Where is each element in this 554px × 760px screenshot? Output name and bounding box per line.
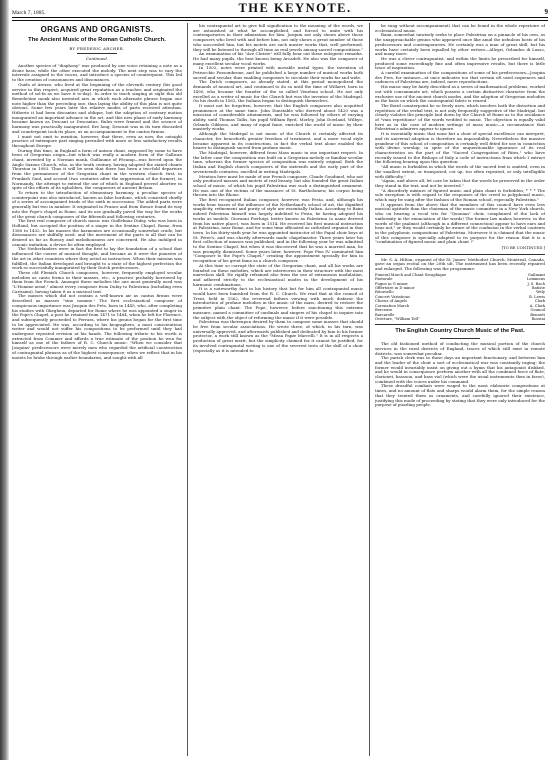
masthead [12,2,548,16]
paragraph: His music may be fairly described as a series of mathematical problems, worked out with consummate art, which possess a certain distinctive character from the exclusive use of the ancient church modes, and the adoption of Gregorian melodies as the basis on which the contrapuntal fabric is reared. [375,84,545,104]
masthead-rule-thin [12,20,548,21]
page-number: 9 [544,8,548,16]
column-rule [369,23,370,756]
programme-composer: Clark [534,299,545,304]
programme-composer: Guilmant [527,272,545,277]
article-title: The English Country Church Music of the Past. [395,328,525,335]
paragraph: It must not be forgotten, however, that the English composers also acquitted prominence at the same time. John Dunstable who derived about 1420 was a musician of considerable attainments, and he was followed by others of varying ability, until Thomas Tallis, his pupil William Byrd, Morley, John Dowland, Wilbye, Orlando Gibbons, and many of equal fame, enriched the world of music by their masterly works. [193,102,363,132]
paragraph: The old fashioned method of conducting the musical portion of the church services in the rural districts of England, traces of which still exist in remote districts, was somewhat peculiar. [375,341,545,356]
programme-composer: Bennett [530,312,545,317]
paragraph: Although the Madrigal is not music of the Church it certainly affected its character, for henceforth greater freedom of treatment, and a more vocal style became apparent in its construction, in fact the verbal text alone enabled the hearer to distinguish sacred from profane music. [193,131,363,151]
paragraph: It is essentially music that none but a choir of special excellence can interpret, and its universal adoption is therefore an impossibility. Nevertheless the massive grandeur of this school of composition is certainly well fitted for use in connection with divine worship, in spite of the unquestionable ignorance of its real characteristics on the part of the "Sacred Congregation of Rites," who have recently issued to the Bishops of Italy a code of instructions from which I extract the following bearing upon this question: [375,131,545,165]
paragraph: I must not omit to mention, however, that there, even as now, the outsight practice of extempore part singing prevailed with more or less satisfactory results throughout Europe. [12,133,182,148]
paragraph: be sung without accompaniment) that can be found in the whole repertoire of ecclesiastical music. [375,24,545,33]
paragraph: At this time so corrupt the state of the Gregorian chant, and all his works are founded on these melodies, which are interwoven in their structure with the most marvelous skill. He rigidly refrained also from the use of extraneous modulation, and adhered strictly to the ecclesiastical modes in the development of his harmonic combinations. [193,262,363,287]
programme-piece: Concert Variations [375,294,410,299]
programme-composer: Batiste [531,286,545,291]
paragraph: "A disorderly mixture of figured music and plain chant is forbidden; * * * The sole exception is with regard to the responses of the creed in polyphonal music, which may be sung after the fashion of the Roman school, especially Palestrina." [375,187,545,203]
programme-composer: Rossini [531,316,545,321]
paragraph: Another species of "diaphony" was produced by one voice retaining a note as a drone bass, while the other executed the melody. The next step was to vary the intervals assigned to the voices, and introduce a species of counterpoint. This led to the creation of consonances and dissonances. [12,63,182,83]
to-be-continued: [TO BE CONTINUED.] [501,245,545,251]
paragraph: "All music is forbidden in which the words of the sacred text is omitted, even in the smallest extent, or transposed, cut up, too often repeated, or only intelligible with difficulty." [375,164,545,179]
paragraph: The Netherlanders were in fact the first to lay the foundation of a school that influenced the course of musical thought, and became as it were the pioneers of the art in other countries where they acted as instructors. When their mission was fulfilled, the Italian developed and brought to a state of the highest perfection the work so successfully inaugurated by their Dutch predecessors. [12,246,182,271]
paragraph: These dreadful combats were waged to the most elaborate compositions at times, and no amount of flats and sharps would alarm them, for the simple reason that they treated them as ornaments, and carefully ignored their existence, justifying this mode of proceeding by stating that they were only introduced for the purpose of puzzling people. [375,383,545,408]
article-title: The Ancient Music of the Roman Catholic Church. [28,37,166,43]
article-divider [375,324,545,325]
paragraph: In 1502, notes were printed with movable metal types, the invention of Petrucchio Fossombrone, and he published a large number of musical works both sacred and secular, thus enabling composers to circulate their works far and wide. [193,65,363,80]
programme-composer: R. Lewis [529,294,545,299]
paragraph: To return to the introduction of elementary harmony, a peculiar species of counterpoint was also introduced, known as false bordone, which consisted chiefly of a series of accompanied triads of the sixth in succession. The added parts were generally but two in number. It originated in France and from thence found its way into the Pope's chapel in Rome, and its use gradually paved the way for the works of the great church composers of the fifteenth and following centuries. [12,189,182,219]
continued-label: Continued. [85,56,109,62]
programme-composer: Gounod [530,308,545,313]
programme-composer: J. S. Bach [527,281,545,286]
paragraph: Mention here must be made of one French composer, Claude Goudimel, who not only produced masses and motets of real beauty, but also founded the great Italian school of music, of which his pupil Palestrina was such a distinguished ornament. He was one of the victims of the massacre of St. Bartholomew, his corpse being thrown into the Rhone. [193,173,363,198]
section-heading: ORGANS AND ORGANISTS. [40,25,154,34]
paragraph: Palestrina was thereupon desired by them to compose some masses that should be free from secular associations. He wrote three, of which, in his turn, was universally approved, and afterwards published and dedicated by him to his former protector, a work still known as the "Missa Papæ Marcelli." It is in all respects a production of great merit, but the simplicity claimed for it cannot be justified, for its involved contrapuntal writing is one of the severest tests of the skill of a choir (especially as it is intended to [193,319,363,353]
publication-title: THE KEYNOTE. [238,1,352,15]
paragraph: The parish clerk was in those days an important functionary, and between him and the leader of the choir a sort of ecclesiastical war was constantly raging; the former would invariably insist on giving out a hymn that his antagonist disliked, and he would in consequence perform another with all the combined force of flute, clarionet, bassoon, and bass viol (which were the usual instruments then in favor), combined with the voices under his command. [375,355,545,384]
column-1 [12,24,182,756]
masthead-rule [12,17,548,18]
issue-date: March 7, 1885. [12,10,46,16]
programme-piece: Coronation March [375,303,410,308]
page-binding-edge [0,0,9,760]
title-rule [440,338,480,339]
paragraph: The masses which did not contain a well-known air as cantus firmus were described as masses "sine nomine." The first ecclesiastical composer of conspicuous importance was Jusquin des Prés, born in 1445, who, after completing his studies with Okeghem, departed for Rome where he was appointed a singer in the Pope's Chapel, a post he retained from 1471 to 1484, when he left for Florence, and subsequently proceeded to Ferrara, where his genius began for the first time to be appreciated. He was, according to his biographers, a most conscientious writer and would not suffer his compositions to be performed until they had undergone repeated revision at his hands. The following tribute to his worth is extracted from Commer and affords a true estimate of the position he won for himself as one of the fathers of R. C. Church music: "When we consider that Josquins' predecessors were merely men who regarded the artificial construction of contrapuntal phrases as of the highest consequence; when we reflect that in his motets he broke through earlier boundaries, and sought with all [12,293,182,360]
programme-composer: Wely [536,290,545,295]
programme-piece: Chorus of Angels [375,299,408,304]
programme-composer: A. Clark [529,303,545,308]
paragraph: The Dutch composers, as already stated, at this period monopolized the demands of musical art, and continued to do so until the time of Willaert, born in 1490, who became the founder of the so called Venetian school. He not only excelled as a writer of music for the Church but was the inventor of the Madrigal. On his death in 1562, the Italians began to distinguish themselves. [193,79,363,104]
paragraph: The florid counterpoint he so freely uses, which involves both the distortion and repetition of the verbal text, is not only frequently suggestive of the Madrigal, but clearly violates the principle laid down by the Church of Rome as to the avoidance of "vain repetitions" of the words wedded to music. The objection is equally valid here as in the case of modern settings of mass music—a circumstance that Palestrina's admirers appear to ignore. [375,102,545,132]
programme-piece: Barcarolle [375,312,395,317]
paragraph: The first real composer of church music was Guillelmus Dufay, who was born in Holland, but occupied the position of a singer in the Sextine Chapel, Rome, from 1380 to 1432. In his masses the harmonies are occasionally somewhat crude, but dissonances are skilfully used, and the movement of the parts is all that can be desired as far as fluency and melodiousness are concerned. He also indulged in canonic imitation, a device he often employed. [12,218,182,247]
column-rule [187,23,188,756]
paragraph: his contrapuntal art to give full signification to the meaning of the words, we are astonished at what he accomplished, and forced to unite with his contemporaries in their admiration for him. Josquin not only shows above those composers who lived with and before him, not only shows a great number of those who succeeded him, but his motets are such master works that, well performed, they will be listened to through all time as real jewels among sacred compositions." [193,24,363,52]
paragraph: He was a clever contrapuntist, and within the limits he prescribed for himself, produced some exceedingly fine and often impressive results, but there is little trace of inspiration. [375,55,545,71]
recital-programme [375,273,545,321]
programme-piece: Berceuse [375,308,393,313]
paragraph: The Madrigal, however, differed from Mass music in one important respect. In the latter case the composition was built on a Gregorian melody or familiar secular tune, whereas the former species of composition was entirely original. Both the Italian and English church composers of the sixteenth and the early part of the seventeenth centuries, excelled in writing Madrigals. [193,149,363,174]
programme-composer: Lemmens [526,277,545,282]
paragraph: Baini, somewhat unwisely seeks to place Palestrina on a pinnacle of his own, as the unapproachable genius who appeared once like amid the nebulous hosts of his predecessors and contemporaries. He certainly was a man of great skill, but his works have certainly been equalled by other writers—Allegri, Orlandus di Lasso, and many more. [375,32,545,57]
paragraph: "Again, and above all, let care be taken that the words be preserved in the order they stand in the text, and not be inverted." [375,178,545,188]
article-byline: BY FREDERIC ARCHER. [69,45,125,51]
programme-row [375,317,545,321]
recital-notice: Mr. S. A. Hilton, organist of the St. James' Methodist Church, Montreal, Canada, gave an organ recital on the 20th ult. The instrument has been recently repaired and enlarged. The following was the programme: [375,256,545,272]
paragraph: An examination of his "Ave Christe" will fully bear out these eulogistic remarks. He had many pupils, the best known being Arcadelt. He also was the composer of many excellent secular vocal works. [193,51,363,66]
paragraph: These old Flemish Church composers, however, frequently employed secular melodies as canto fermo in their masses, etc., a practice probably borrowed by them from the French. Amongst these melodies the one most generally used was "L'Homme armé," almost every composer from Dufay to Palestrina (including even Carissimi), having taken it as a musical text. [12,269,182,294]
paragraph: Guido of Arezzo, who lived at the beginning of the eleventh century (his good service in this respect, acquired great reputation as a teacher, and originated the method of sol-fa as we have it to-day). In order to teach singing at sight this old Benedictine monk also invented airs in which each alternate phrase began one note higher than the preceding one, thus laying the ability of this plan is not quite obvious. Some few years later the relative modes of parts received attention. Hitherto it had been discantus and oblique, but the adoption of contrary motion inaugurated an important advance in the art, and this new phase of early harmony became known as Descant or Descantus. Rules were framed and the science of harmony was practically inaugurated. Ere long, Descant was in its turn discarded and counterpoint took its place, as an accompaniment to the cantus firmus. [12,81,182,134]
column-2 [193,24,363,756]
paragraph: The first recognized Italian composer, however, was Festa, and, although his works bear traces of the influence of the Netherland's school of art, the dignified simplicity, refinement and purity of style are essentially Italian. According to Baini indeed Palestrina himself was largely indebted to Festa, he having adopted his works as models. Giovanni Pierluigi, better known as Palestrina (a name derived from his native place), was born in 1514. He received his first musical instruction at Palestrina, near Rome, and for some time officiated as cathedral organist in that town. In his thirty-sixth year he was appointed instructor of the Papal choir boys at St. Peter's, and was shortly afterwards made chapelmaster. Three years later his first collection of masses was published, and in the following year he was admitted to the Sextine Chapel, but when it was discovered that he was a married man, he was promptly dismissed. Some years later, however, Pope Pius IV. nominated him "Composer to the Pope's Chapel," creating the appointment specially for him in recognition of his great fame as a church composer. [193,197,363,264]
article-divider [375,254,545,255]
programme-piece: Ritornello [375,290,394,295]
programme-piece: Fugue in G minor [375,281,408,286]
programme-piece: Funeral March and Chant Seraphique [375,272,447,277]
column-3 [375,24,545,756]
paragraph: During this time, in England a form of unison chant, supposed by some to have been of Gregorian origin—but which was really a modern form of the Gallican chant, invented by a Norman monk, Guillaume of Fécamp—was forced upon the Anglo Saxons Church, who, in the tenth century, having adopted the stated chants Thurston in 1083. Thus it will be seen that there has been a two-fold departure from the permanence of the Gregorian chant in the western church: first, in Frankish Gaul, and second (two centuries after the suppression of the former), in Normandy, the attempt to extend the use of which in England proved abortive in spite of the efforts of its upholders, the conquerors of ancient Britain. [12,147,182,191]
programme-piece: Overture, "William Tell" [375,316,420,321]
paragraph: A careful examination of the compositions of some of his predecessors—Josquin des Pres, for instance—at once indicates too that certain oft used sequences and cadences of Palestrina are, indeed, mere reproductions. [375,70,545,85]
paragraph: It is a noteworthy fact in his history that but for him all contrapuntal music would have been banished from the R. C. Church. We read that at the council of Trent, held in 1562, the reverend fathers viewing with much disfavor the introduction of profane melodies in the music of the mass, desired to restore the primitive plain chant. The Pope, however, before sanctioning this extreme measure, named a committee of cardinals and singers of his chapel to inquire into the subject with the object of reforming the music if it were possible. [193,286,363,320]
programme-piece: Pastorale [375,277,393,282]
title-rule [77,53,117,54]
paragraph: It appears from the above that the members of this council have even less musical aptitude than the chairman of the music committee in a New York church, who on hearing a vocal trio for "Quonian" choir, complained of the lack of uniformity in the enunciation of the words! The former law makes however, in the words of the psalmist (although in a different connection) appear to have ears and hear not," or they would certainly be aware of the confusion in the verbal contents in the polyphonic compositions of Palestrina. Moreover it is claimed that the music of this composer is specially adapted to its purpose for the reason that it is a "combination of figured music and plain chant !" [375,201,545,245]
programme-piece: Offertoire in D minor [375,286,415,291]
